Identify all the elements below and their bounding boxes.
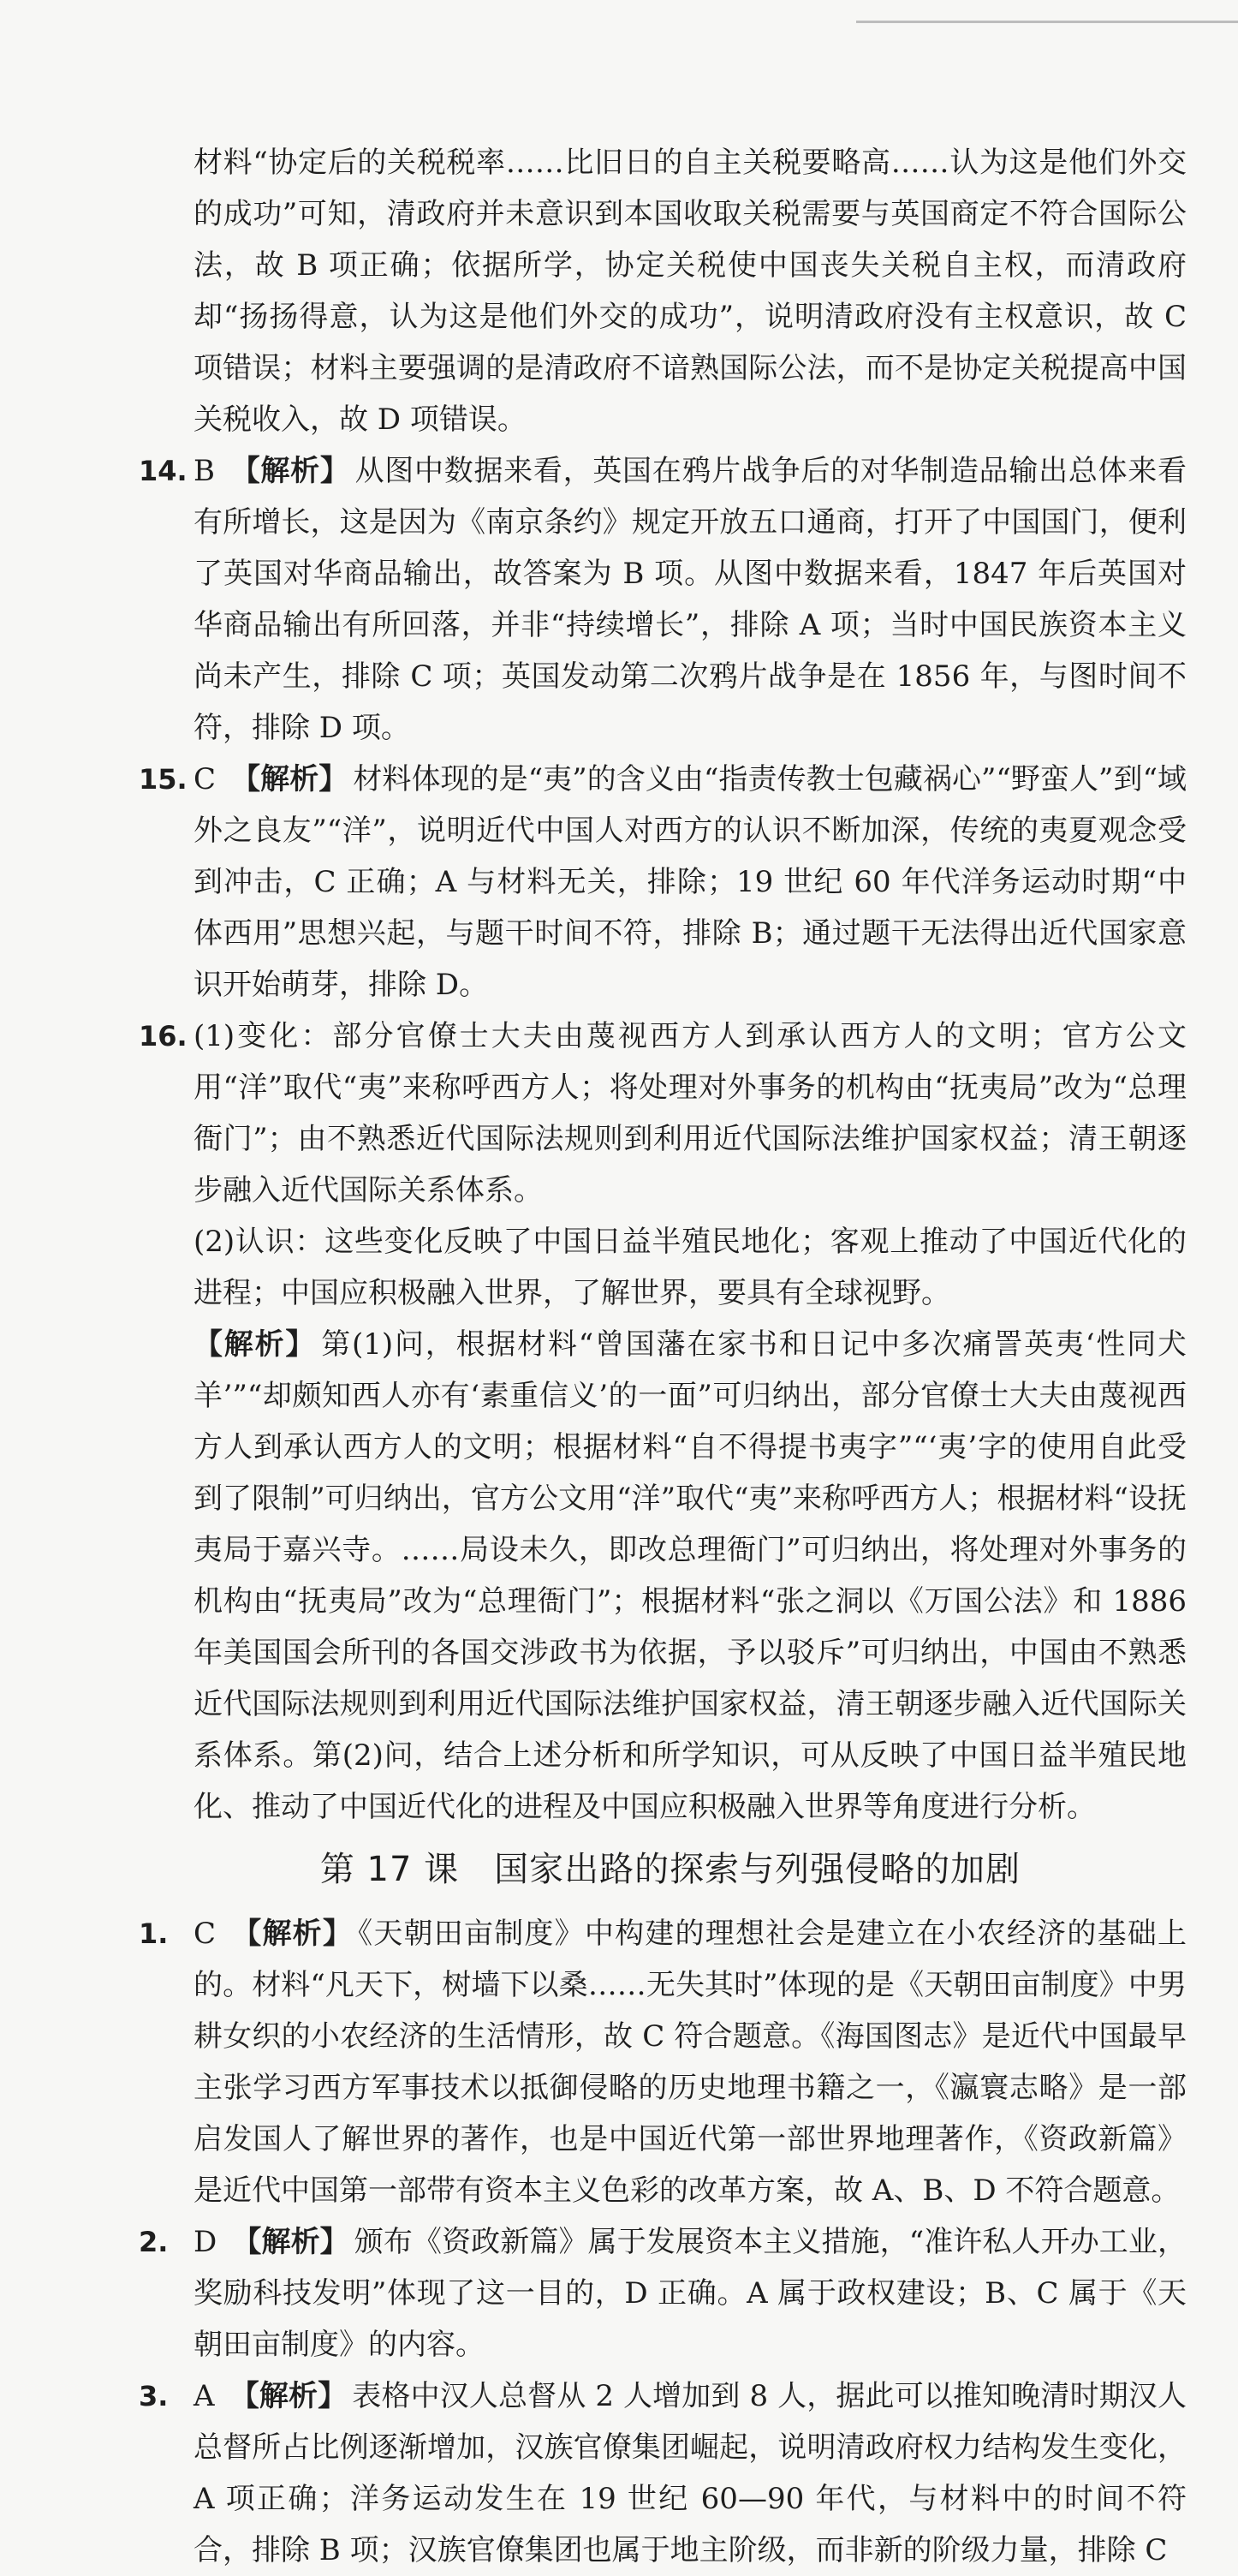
analysis-text: 材料体现的是“夷”的含义由“指责传教士包藏祸心”“野蛮人”到“域外之良友”“洋”，说明近代中国人对西方的认识不断加深，传统的夷夏观念受到冲击，C 正确；A 与材料无关，排除；19 世纪 60 年代洋务运动时期“中体西用”思想兴起，与题干时间不符，排除 B；通过题干无法得出近代国家意识开始萌芽，排除 D。 bbox=[193, 762, 1187, 1002]
answer-letter: D bbox=[193, 2225, 217, 2259]
answer-letter: B bbox=[193, 454, 215, 488]
question-number: 1. bbox=[139, 1917, 169, 1950]
question-15 bbox=[0, 754, 1238, 1011]
analysis-tag: 【解析】 bbox=[193, 1327, 317, 1362]
question-number: 2. bbox=[139, 2226, 169, 2258]
question-16 bbox=[0, 1011, 1238, 1833]
question-number: 16. bbox=[139, 1020, 187, 1052]
answer-letter: C bbox=[193, 762, 217, 796]
analysis-text: 颁布《资政新篇》属于发展资本主义措施，“准许私人开办工业，奖励科技发明”体现了这一目的，D 正确。A 属于政权建设；B、C 属于《天朝田亩制度》的内容。 bbox=[193, 2225, 1187, 2362]
lesson-title: 第 17 课 国家出路的探索与列强侵略的加剧 bbox=[319, 1850, 1021, 1889]
analysis-text: 第(1)问，根据材料“曾国藩在家书和日记中多次痛詈英夷‘性同犬羊’”“却颇知西人亦有‘素重信义’的一面”可归纳出，部分官僚士大夫由蔑视西方人到承认西方人的文明；根据材料“自不得提书夷字”“‘夷’字的使用自此受到了限制”可归纳出，官方公文用“洋”取代“夷”来称呼西方人；根据材料“设抚夷局于嘉兴寺。……局设未久，即改总理衙门”可归纳出，将处理对外事务的机构由“抚夷局”改为“总理衙门”；根据材料“张之洞以《万国公法》和 1886 年美国国会所刊的各国交涉政书为依据，予以驳斥”可归纳出，中国由不熟悉近代国际法规则到利用近代国际法维护国家权益，清王朝逐步融入近代国际关系体系。第(2)问，结合上述分析和所学知识，可从反映了中国日益半殖民地化、推动了中国近代化的进程及中国应积极融入世界等角度进行分析。 bbox=[193, 1327, 1187, 1824]
answer-page bbox=[0, 137, 1238, 2576]
lesson-question-1 bbox=[0, 1908, 1238, 2216]
question-number: 15. bbox=[139, 763, 187, 796]
answer-part-2: (2)认识：这些变化反映了中国日益半殖民地化；客观上推动了中国近代化的进程；中国应积极融入世界，了解世界，要具有全球视野。 bbox=[193, 1225, 1187, 1310]
analysis-text: 从图中数据来看，英国在鸦片战争后的对华制造品输出总体来看有所增长，这是因为《南京条约》规定开放五口通商，打开了中国国门，便利了英国对华商品输出，故答案为 B 项。从图中数据来看，1847 年后英国对华商品输出有所回落，并非“持续增长”，排除 A 项；当时中国民族资本主义尚未产生，排除 C 项；英国发动第二次鸦片战争是在 1856 年，与图时间不符，排除 D 项。 bbox=[193, 454, 1187, 745]
analysis-tag: 【解析】 bbox=[229, 2379, 348, 2413]
analysis-text: 表格中汉人总督从 2 人增加到 8 人，据此可以推知晚清时期汉人总督所占比例逐渐增加，汉族官僚集团崛起，说明清政府权力结构发生变化，A 项正确；洋务运动发生在 19 世纪 60—90 年代，与材料中的时间不符合，排除 B 项；汉族官僚集团也属于地主阶级，而非新的阶级力量，排除 C bbox=[193, 2379, 1187, 2567]
question-number: 3. bbox=[139, 2380, 169, 2412]
q13-continuation: 材料“协定后的关税税率……比旧日的自主关税要略高……认为这是他们外交的成功”可知，清政府并未意识到本国收取关税需要与英国商定不符合国际公法，故 B 项正确；依据所学，协定关税使中国丧失关税自主权，而清政府却“扬扬得意，认为这是他们外交的成功”，说明清政府没有主权意识，故 C 项错误；材料主要强调的是清政府不谙熟国际公法，而不是协定关税提高中国关税收入，故 D 项错误。 bbox=[193, 146, 1187, 437]
question-14 bbox=[0, 445, 1238, 754]
lesson-question-3 bbox=[0, 2370, 1238, 2576]
analysis-tag: 【解析】 bbox=[231, 762, 348, 796]
analysis-tag: 【解析】 bbox=[232, 2225, 349, 2259]
answer-letter: A bbox=[193, 2379, 215, 2413]
lesson-question-2 bbox=[0, 2216, 1238, 2370]
analysis-tag: 【解析】 bbox=[231, 1917, 354, 1951]
answer-part-1: (1)变化：部分官僚士大夫由蔑视西方人到承认西方人的文明；官方公文用“洋”取代“夷”来称呼西方人；将处理对外事务的机构由“抚夷局”改为“总理衙门”；由不熟悉近代国际法规则到利用近代国际法维护国家权益；清王朝逐步融入近代国际关系体系。 bbox=[193, 1019, 1187, 1208]
question-number: 14. bbox=[139, 455, 187, 487]
top-rule bbox=[856, 21, 1238, 23]
analysis-text: 《天朝田亩制度》中构建的理想社会是建立在小农经济的基础上的。材料“凡天下，树墙下以桑……无失其时”体现的是《天朝田亩制度》中男耕女织的小农经济的生活情形，故 C 符合题意。《海国图志》是近代中国最早主张学习西方军事技术以抵御侵略的历史地理书籍之一，《瀛寰志略》是一部启发国人了解世界的著作，也是中国近代第一部世界地理著作，《资政新篇》是近代中国第一部带有资本主义色彩的改革方案，故 A、B、D 不符合题意。 bbox=[193, 1917, 1187, 2208]
analysis-tag: 【解析】 bbox=[230, 454, 350, 488]
answer-letter: C bbox=[193, 1917, 217, 1951]
